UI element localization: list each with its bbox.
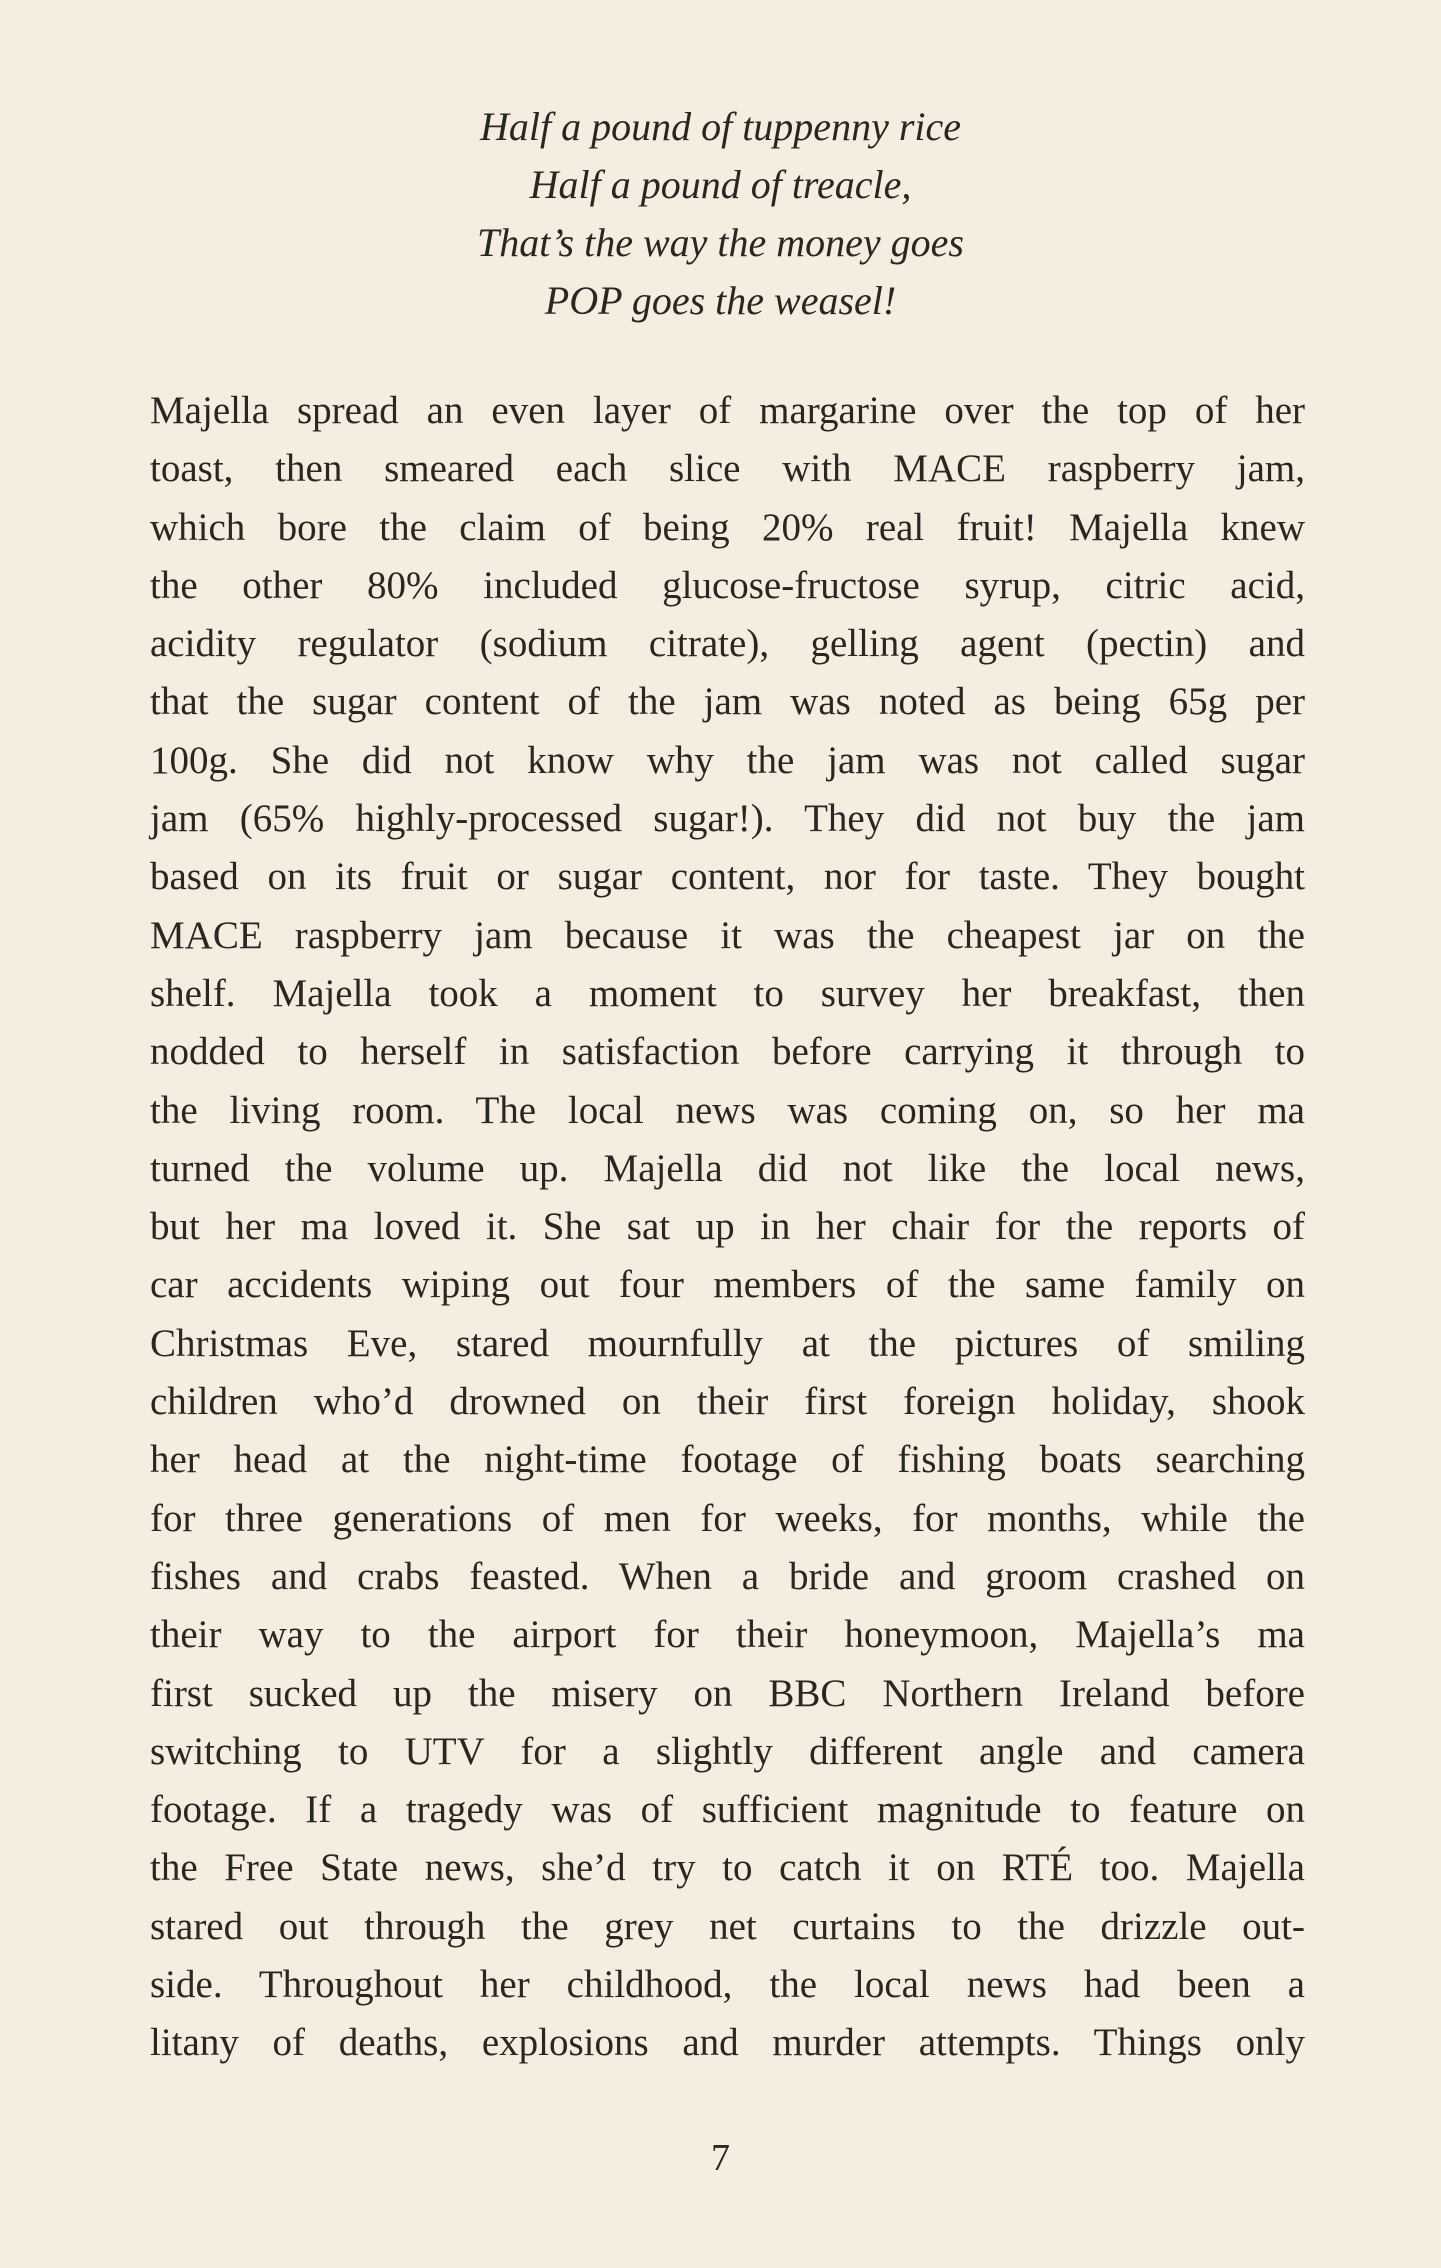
text-line: the Free State news, she’d try to catch it on RTÉ too. Majella [150,1846,1305,1890]
text-line: 100g. She did not know why the jam was not called sugar [150,738,1305,782]
text-line: based on its fruit or sugar content, nor for taste. They bought [150,855,1305,899]
epigraph-line: Half a pound of treacle, [529,162,912,207]
text-line: jam (65% highly-processed sugar!). They did not buy the jam [150,797,1305,841]
epigraph-line: That’s the way the money goes [477,220,964,265]
text-line: which bore the claim of being 20% real fruit! Majella knew [150,505,1305,549]
text-line: her head at the night-time footage of fishing boats searching [150,1438,1305,1482]
text-line: Christmas Eve, stared mournfully at the pictures of smiling [150,1321,1305,1365]
text-line: their way to the airport for their honeymoon, Majella’s ma [150,1613,1305,1657]
text-line: the living room. The local news was coming on, so her ma [150,1088,1305,1132]
epigraph-line: Half a pound of tuppenny rice [479,104,962,149]
text-line: footage. If a tragedy was of sufficient magnitude to feature on [150,1788,1305,1832]
text-line: car accidents wiping out four members of the same family on [150,1263,1305,1307]
text-line: the other 80% included glucose-fructose syrup, citric acid, [150,563,1305,607]
text-line: that the sugar content of the jam was noted as being 65g per [150,680,1305,724]
epigraph [0,98,1441,330]
text-line: but her ma loved it. She sat up in her chair for the reports of [150,1205,1305,1249]
text-line: fishes and crabs feasted. When a bride and groom crashed on [150,1554,1305,1598]
text-line: stared out through the grey net curtains to the drizzle out- [150,1904,1305,1948]
text-line: nodded to herself in satisfaction before carrying it through to [150,1030,1305,1074]
text-line: acidity regulator (sodium citrate), gelling agent (pectin) and [150,622,1305,666]
text-line: litany of deaths, explosions and murder attempts. Things only [150,2021,1305,2065]
body-text [150,382,1305,2073]
text-line: shelf. Majella took a moment to survey her breakfast, then [150,971,1305,1015]
text-line: for three generations of men for weeks, for months, while the [150,1496,1305,1540]
text-line: toast, then smeared each slice with MACE raspberry jam, [150,447,1305,491]
text-line: MACE raspberry jam because it was the cheapest jar on the [150,913,1305,957]
text-line: first sucked up the misery on BBC Northern Ireland before [150,1671,1305,1715]
text-line: side. Throughout her childhood, the local news had been a [150,1963,1305,2007]
text-line: turned the volume up. Majella did not like the local news, [150,1146,1305,1190]
text-line: children who’d drowned on their first foreign holiday, shook [150,1380,1305,1424]
page-number: 7 [711,2137,730,2179]
text-line: Majella spread an even layer of margarine over the top of her [150,389,1305,432]
text-line: switching to UTV for a slightly different angle and camera [150,1729,1305,1773]
epigraph-line: POP goes the weasel! [544,278,897,323]
